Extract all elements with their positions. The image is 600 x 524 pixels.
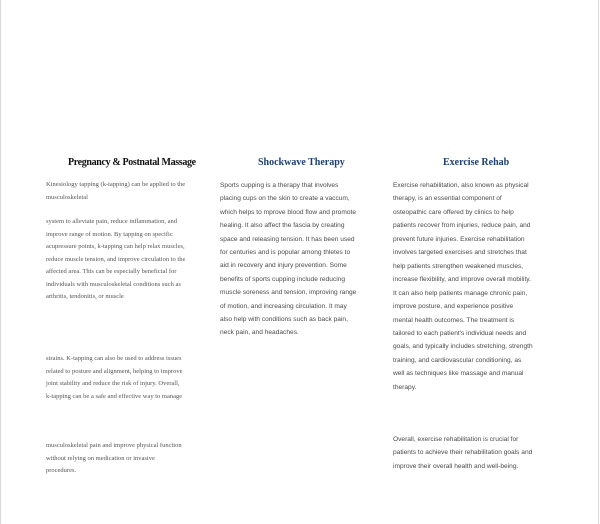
service-heading: Pregnancy & Postnatal Massage	[68, 157, 196, 168]
service-heading: Shockwave Therapy	[258, 157, 345, 168]
service-paragraph: Sports cupping is a therapy that involves placing cups on the skin to create a vaccum, which helps to mprove blood flow and promote healing. It also affect the fascia by creating space and releasing tension. It has been used for centuries and is popular among thletes to aid in recovery and injury prevention. Some benefits of sports cupping include reducing muscle soreness and tension, improving range of motion, and increasing circulation. It may also help with conditions such as back pain, neck pain, and headaches.	[220, 182, 357, 337]
service-heading: Exercise Rehab	[443, 157, 510, 168]
service-paragraph: system to alleviate pain, reduce inflammation, and improve range of motion. By tapping on specific acupressure points, k-tapping can help relax muscles, reduce muscle tension, and improve circulation to the affected area. This can be especially beneficial for individuals with musculoskeletal conditions such as arthritis, tendonitis, or muscle	[46, 218, 186, 300]
page-border-left	[0, 0, 1, 524]
service-paragraph: musculoskeletal pain and improve physical function without relying on medication or invasive procedures.	[46, 442, 182, 474]
service-paragraph: strains. K-tapping can also be used to address issues related to posture and alignment, helping to improve joint stability and reduce the risk of injury. Overall, k-tapping can be a safe and effective way to manage	[46, 355, 183, 400]
page-border-right	[598, 0, 599, 524]
service-paragraph: Overall, exercise rehabilitation is crucial for patients to achieve their rehabilitation goals and improve their overall health and well-being.	[393, 436, 533, 470]
service-paragraph: Kinesiology tapping (k-tapping) can be applied to the musculoskeletal	[46, 181, 186, 201]
service-paragraph: Exercise rehabilitation, also known as physical therapy, is an essential component of osteopathic care offered by clinics to help patients recover from injuries, reduce pain, and prevent future injuries. Exercise rehabilitation involves targeted exercises and stretches that help patients strengthen weakened muscles, increase flexibility, and improve overall mobility. It can also help patients manage chronic pain, improve posture, and experience positive mental health outcomes. The treatment is tailored to each patient's individual needs and goals, and typically includes stretching, strength training, and cardiovascular conditioning, as well as techniques like massage and manual therapy.	[393, 182, 533, 391]
